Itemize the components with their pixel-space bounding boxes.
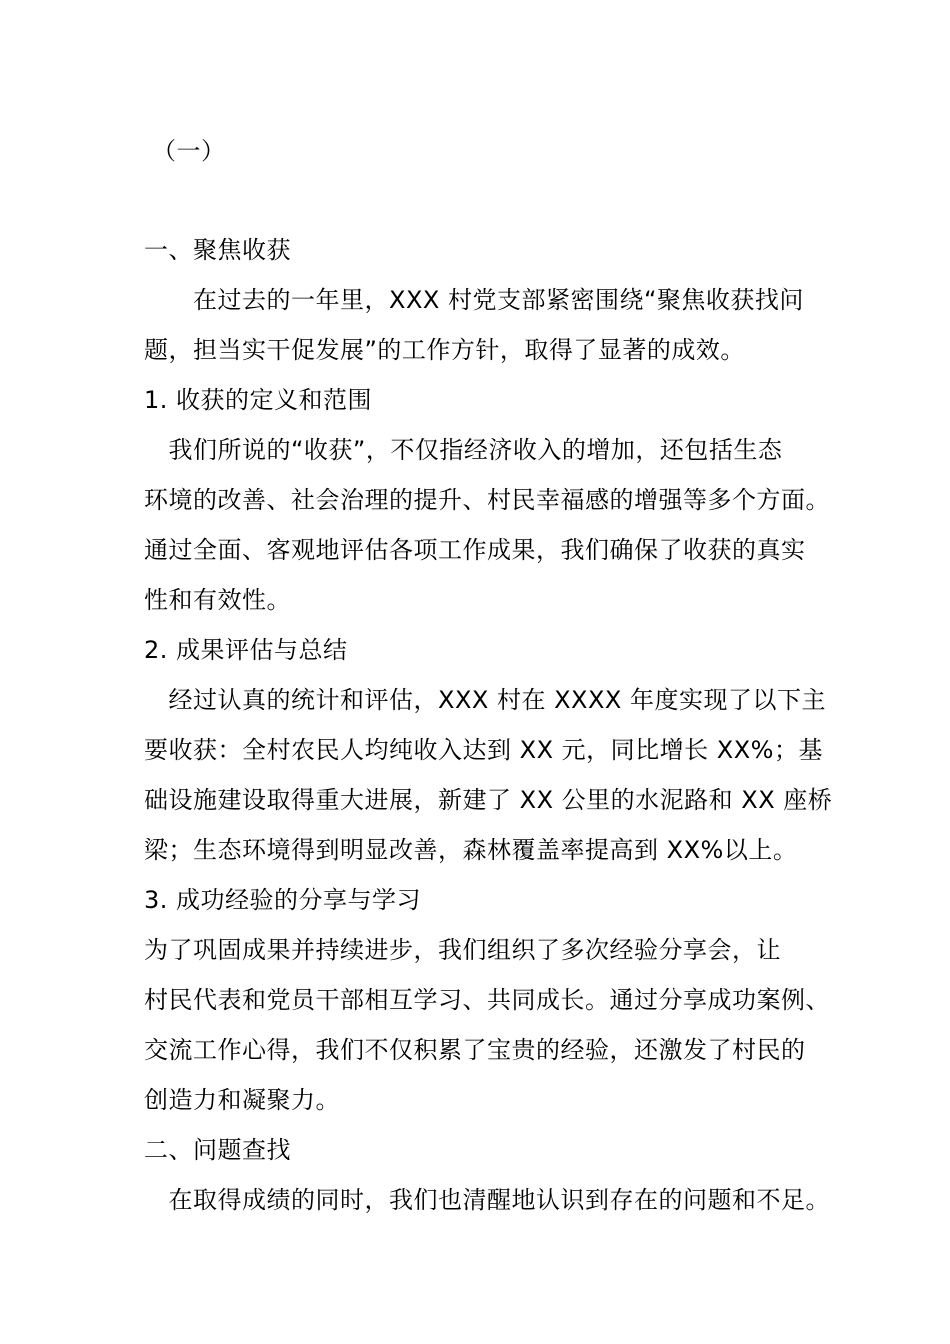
paragraph-line: 村民代表和党员干部相互学习、共同成长。通过分享成功案例、 (144, 986, 830, 1014)
paragraph-line: 创造力和凝聚力。 (144, 1086, 340, 1114)
paragraph-line: 性和有效性。 (144, 586, 291, 614)
paragraph-line: 在取得成绩的同时，我们也清醒地认识到存在的问题和不足。 (144, 1186, 830, 1214)
heading-problems: 二、问题查找 (144, 1136, 291, 1164)
paragraph-line: 础设施建设取得重大进展，新建了 XX 公里的水泥路和 XX 座桥 (144, 786, 833, 814)
paragraph-line: 要收获：全村农民人均纯收入达到 XX 元，同比增长 XX%；基 (144, 736, 823, 764)
subheading-experience: 3. 成功经验的分享与学习 (144, 886, 422, 914)
paragraph-line: 交流工作心得，我们不仅积累了宝贵的经验，还激发了村民的 (144, 1036, 806, 1064)
paragraph-line: 为了巩固成果并持续进步，我们组织了多次经验分享会，让 (144, 936, 781, 964)
paragraph-line: 在过去的一年里，XXX 村党支部紧密围绕“聚焦收获找问 (144, 286, 804, 314)
subheading-evaluation: 2. 成果评估与总结 (144, 636, 348, 664)
paragraph-line: 题，担当实干促发展”的工作方针，取得了显著的成效。 (144, 336, 745, 364)
paragraph-line: 通过全面、客观地评估各项工作成果，我们确保了收获的真实 (144, 536, 806, 564)
paragraph-line: 我们所说的“收获”，不仅指经济收入的增加，还包括生态 (144, 436, 783, 464)
heading-harvest: 一、聚焦收获 (144, 236, 291, 264)
paragraph-line: 梁；生态环境得到明显改善，森林覆盖率提高到 XX%以上。 (144, 836, 798, 864)
paragraph-line: 经过认真的统计和评估，XXX 村在 XXXX 年度实现了以下主 (144, 686, 826, 714)
paragraph-line: 环境的改善、社会治理的提升、村民幸福感的增强等多个方面。 (144, 486, 830, 514)
section-mark: （一） (152, 137, 226, 165)
subheading-definition: 1. 收获的定义和范围 (144, 386, 373, 414)
